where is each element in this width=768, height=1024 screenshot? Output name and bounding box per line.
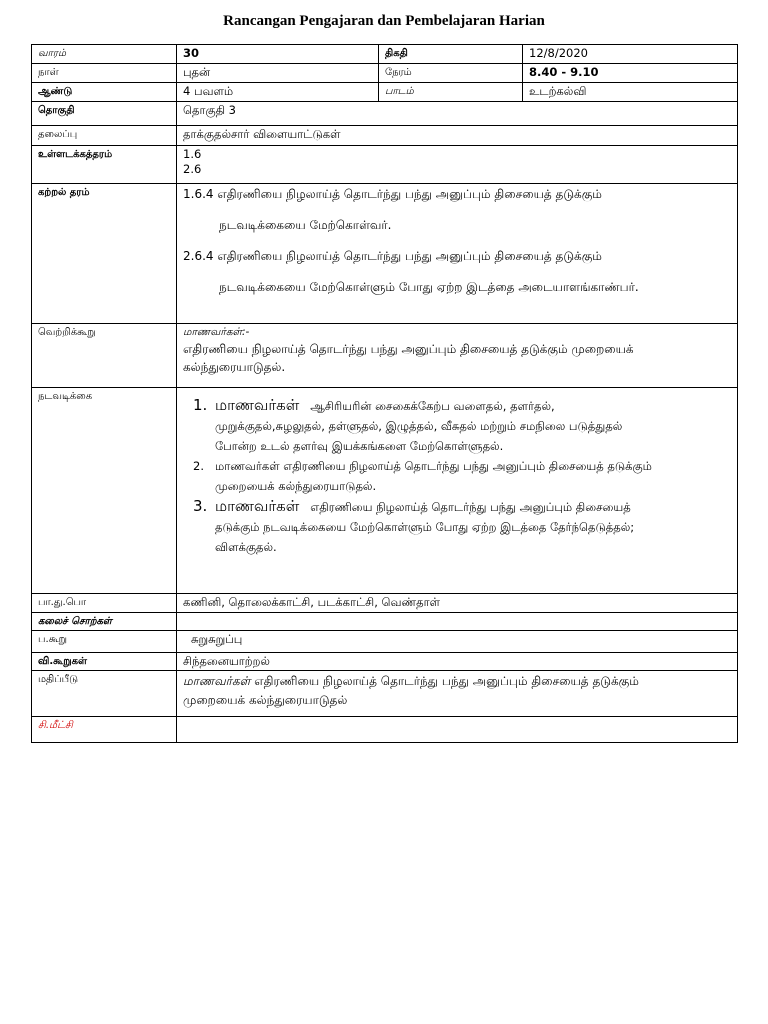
table-row [32,631,738,653]
success-criteria-label: வெற்றிக்கூறு [32,324,177,388]
year-value: 4 பவளம் [177,83,379,102]
learning-standard-label: கற்றல் தரம் [32,184,177,324]
theme-value: தொகுதி 3 [177,102,738,126]
cross-element-label: ப.கூறு [32,631,177,653]
success-criteria-value [177,324,738,388]
topic-label: தலைப்பு [32,126,177,146]
content-standard-value [177,146,738,184]
topic-value: தாக்குதல்சார் விளையாட்டுகள் [177,126,738,146]
teaching-aids-label: பா.து.பொ [32,594,177,613]
vocabulary-label: கலைச் சொற்கள் [32,613,177,631]
day-value: புதன் [177,64,379,83]
activity-1-lead: மாணவர்கள் [215,396,300,414]
activity-1-line-1: ஆசிரியரின் சைகைக்கேற்ப வளைதல், தளர்தல், [310,399,555,413]
content-standard-2: 2.6 [183,162,202,176]
activities-label: நடவடிக்கை [32,388,177,594]
activity-3-line-2: தடுக்கும் நடவடிக்கையை மேற்கொள்ளும் போது ஏற்ற இடத்தை தேர்ந்தெடுத்தல்; [215,520,635,534]
activity-3-line-1: எதிரணியை நிழலாய்த் தொடர்ந்து பந்து அனுப்பும் திசையைத் [310,500,631,514]
values-label: வி.கூறுகள் [32,653,177,671]
subject-value: உடற்கல்வி [523,83,738,102]
learning-standard-1: 1.6.4 எதிரணியை நிழலாய்த் தொடர்ந்து பந்து அனுப்பும் திசையைத் தடுக்கும் [183,187,602,201]
table-row [32,671,738,717]
learning-standard-value [177,184,738,324]
assessment-label: மதிப்பீடு [32,671,177,717]
table-row [32,83,738,102]
table-row [32,64,738,83]
vocabulary-value [177,613,738,631]
success-criteria-body: எதிரணியை நிழலாய்த் தொடர்ந்து பந்து அனுப்பும் திசையைத் தடுக்கும் முறையைக் கல்ந்துரையாடுதல். [183,342,634,374]
activity-3-lead: மாணவர்கள் [215,497,300,515]
table-row [32,613,738,631]
page-title: Rancangan Pengajaran dan Pembelajaran Harian [223,13,545,29]
content-standard-label: உள்ளடக்கத்தரம் [32,146,177,184]
learning-standard-1-cont: நடவடிக்கையை மேற்கொள்வர். [219,218,392,232]
assessment-value [177,671,738,717]
year-label: ஆண்டு [32,83,177,102]
list-item: 3. மாணவர்கள் எதிரணியை நிழலாய்த் தொடர்ந்து பந்து அனுப்பும் திசையைத் தடுக்கும் நடவடிக்கையை மேற்கொள்ளும் போது ஏற்ற இடத்தை தேர்ந்தெடுத்தல்; விளக்குதல். [193,496,731,557]
activity-3-line-3: விளக்குதல். [215,540,277,554]
cross-element-value: சுறுசுறுப்பு [177,631,738,653]
activity-2-line-1: மாணவர்கள் எதிரணியை நிழலாய்த் தொடர்ந்து பந்து அனுப்பும் திசையைத் தடுக்கும் [215,459,652,473]
assessment-head: மாணவர்கள் [183,674,251,688]
assessment-line-1: எதிரணியை நிழலாய்த் தொடர்ந்து பந்து அனுப்பும் திசையைத் தடுக்கும் [254,674,639,688]
time-label: நேரம் [379,64,523,83]
learning-standard-2: 2.6.4 எதிரணியை நிழலாய்த் தொடர்ந்து பந்து அனுப்பும் திசையைத் தடுக்கும் [183,249,602,263]
table-row [32,146,738,184]
activity-1-line-2: முறுக்குதல்,சுழலுதல், தள்ளுதல், இழுத்தல், வீசுதல் மற்றும் சமநிலை படுத்துதல் [215,419,623,433]
table-row [32,102,738,126]
table-row [32,717,738,743]
success-criteria-head: மாணவர்கள்:- [183,326,250,338]
day-label: நாள் [32,64,177,83]
content-standard-1: 1.6 [183,147,202,161]
activity-1-line-3: போன்ற உடல் தளர்வு இயக்கங்களை மேற்கொள்ளுதல். [215,439,504,453]
reflection-value [177,717,738,743]
date-value: 12/8/2020 [523,45,738,64]
week-label: வாரம் [32,45,177,64]
table-row [32,324,738,388]
table-row [32,184,738,324]
list-item: 1. மாணவர்கள் ஆசிரியரின் சைகைக்கேற்ப வளைதல், தளர்தல், முறுக்குதல்,சுழலுதல், தள்ளுதல், இழுத்தல், வீசுதல் மற்றும் சமநிலை படுத்துதல் போன்ற உடல் தளர்வு இயக்கங்களை மேற்கொள்ளுதல். [193,395,731,456]
lesson-plan-table [31,44,738,743]
time-value: 8.40 - 9.10 [523,64,738,83]
teaching-aids-value: கணினி, தொலைக்காட்சி, படக்காட்சி, வெண்தாள் [177,594,738,613]
assessment-line-2: முறையைக் கல்ந்துரையாடுதல் [183,693,348,707]
learning-standard-2-cont: நடவடிக்கையை மேற்கொள்ளும் போது ஏற்ற இடத்தை அடையாளங்காண்பர். [219,280,639,294]
list-item: 2. மாணவர்கள் எதிரணியை நிழலாய்த் தொடர்ந்து பந்து அனுப்பும் திசையைத் தடுக்கும் முறையைக் கல்ந்துரையாடுதல். [193,456,731,496]
table-row [32,388,738,594]
values-value: சிந்தனையாற்றல் [177,653,738,671]
table-row [32,45,738,64]
subject-label: பாடம் [379,83,523,102]
table-row [32,653,738,671]
activity-list [183,395,731,557]
activities-value [177,388,738,594]
theme-label: தொகுதி [32,102,177,126]
table-row [32,594,738,613]
week-value: 30 [177,45,379,64]
table-row [32,126,738,146]
activity-2-line-2: முறையைக் கல்ந்துரையாடுதல். [215,479,377,493]
date-label: திகதி [379,45,523,64]
reflection-label: சி.மீட்சி [32,717,177,743]
